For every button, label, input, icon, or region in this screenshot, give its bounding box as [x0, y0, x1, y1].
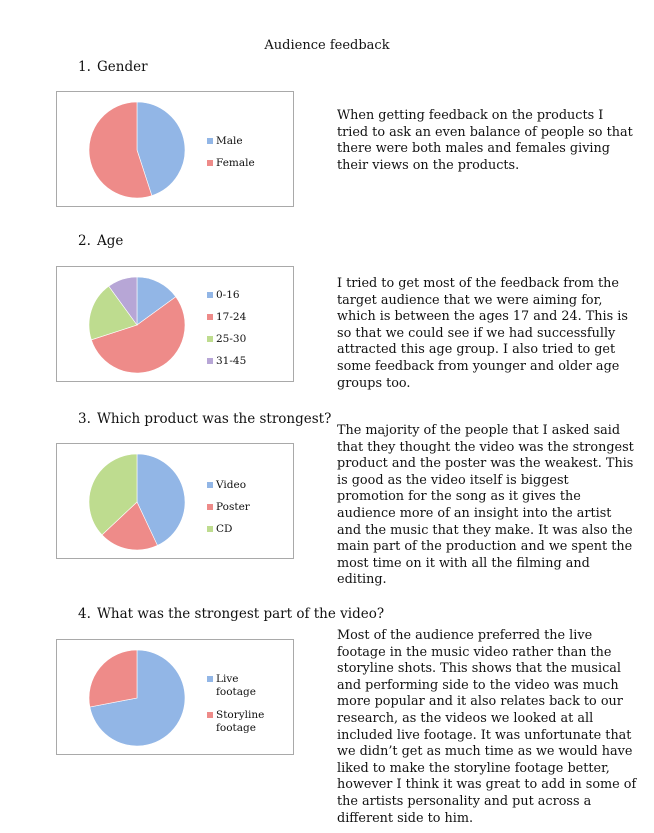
legend-swatch-storyline-footage — [207, 712, 213, 718]
legend-swatch-male — [207, 138, 213, 144]
legend-label-cd: CD — [216, 523, 233, 535]
legend-swatch-female — [207, 160, 213, 166]
gender-pie — [57, 92, 295, 208]
section-1-heading — [78, 59, 148, 75]
section-2-paragraph: I tried to get most of the feedback from the target audience that we were aiming for, which is between the ages 17 and 24. This is so that we could see if we had successfully attracted this age group. I also tried to get some feedback from younger and older age groups too. — [337, 276, 628, 391]
section-3-title: Which product was the strongest? — [97, 411, 332, 427]
legend-swatch-poster — [207, 504, 213, 510]
legend-swatch-17-24 — [207, 314, 213, 320]
page-title: Audience feedback — [264, 38, 390, 53]
section-2-title: Age — [97, 233, 124, 249]
age-chart — [56, 266, 294, 382]
age-pie — [57, 267, 295, 383]
legend-label-17-24: 17-24 — [216, 311, 247, 323]
section-4-heading — [78, 606, 384, 622]
legend-swatch-cd — [207, 526, 213, 532]
legend-label-male: Male — [216, 135, 243, 147]
legend-swatch-0-16 — [207, 292, 213, 298]
gender-chart — [56, 91, 294, 207]
section-1-paragraph: When getting feedback on the products I tried to ask an even balance of people so that there were both males and females giving their views on the products. — [337, 108, 633, 173]
section-1-number: 1. — [78, 59, 91, 75]
legend-label-female: Female — [216, 157, 255, 169]
legend-label-storyline-footage: Storyline footage — [216, 709, 265, 734]
legend-label-25-30: 25-30 — [216, 333, 247, 345]
section-2-heading — [78, 233, 123, 249]
section-4-paragraph: Most of the audience preferred the live footage in the music video rather than the storyline shots. This shows that the musical and performing side to the video was much more popular and it also relates back to our research, as the videos we looked at all included live footage. It was unfortunate that we didn’t get as much time as we would have liked to make the storyline footage better, however I think it was great to add in some of the artists personality and put across a different side to him. — [337, 628, 637, 826]
legend-swatch-video — [207, 482, 213, 488]
section-3-number: 3. — [78, 411, 91, 427]
section-4-title: What was the strongest part of the video? — [97, 606, 385, 622]
legend-label-poster: Poster — [216, 501, 250, 513]
legend-label-live-footage: Live footage — [216, 673, 256, 698]
legend-swatch-live-footage — [207, 676, 213, 682]
product-pie — [57, 444, 295, 560]
product-chart — [56, 443, 294, 559]
section-3-paragraph: The majority of the people that I asked said that they thought the video was the strongest product and the poster was the weakest. This is good as the video itself is biggest promotion for the song as it gives the audience more of an insight into the artist and the music that they make. It was also the main part of the production and we spent the most time on it with all the filming and editing. — [337, 423, 634, 588]
video-part-chart — [56, 639, 294, 755]
legend-label-31-45: 31-45 — [216, 355, 247, 367]
section-4-number: 4. — [78, 606, 91, 622]
section-1-title: Gender — [97, 59, 148, 75]
legend-label-video: Video — [216, 479, 247, 491]
section-3-heading — [78, 411, 331, 427]
legend-swatch-25-30 — [207, 336, 213, 342]
legend-label-0-16: 0-16 — [216, 289, 240, 301]
pie-slice-storyline-footage — [89, 650, 137, 707]
section-2-number: 2. — [78, 233, 91, 249]
legend-swatch-31-45 — [207, 358, 213, 364]
